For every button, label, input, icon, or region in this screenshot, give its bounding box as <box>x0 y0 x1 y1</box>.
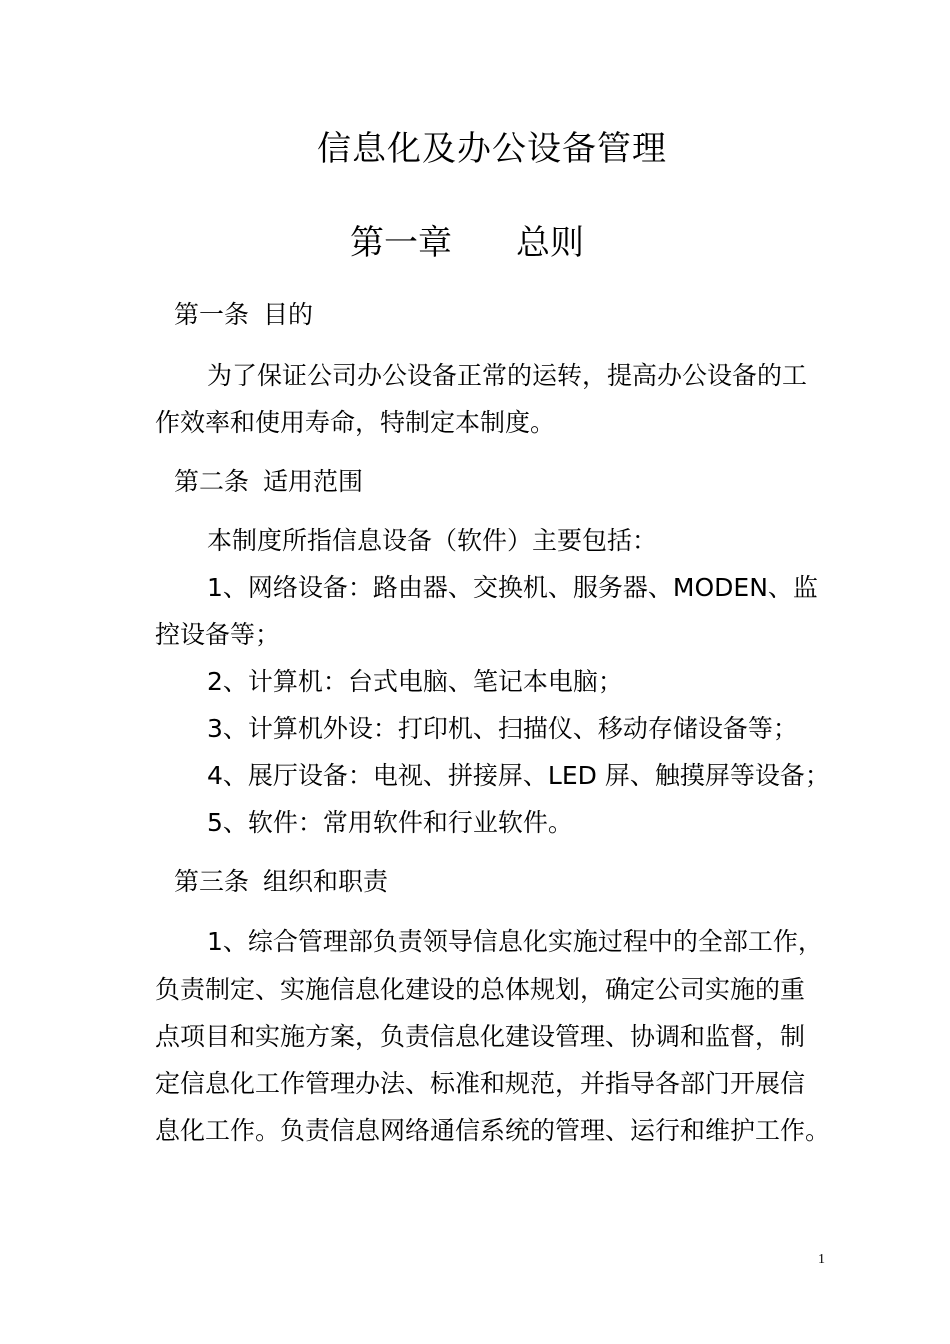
article-title: 组织和职责 <box>263 867 389 896</box>
list-item: 1、网络设备：路由器、交换机、服务器、MODEN、监 <box>207 573 818 602</box>
article-heading <box>174 458 363 506</box>
paragraph-line: 作效率和使用寿命，特制定本制度。 <box>155 408 556 437</box>
chapter-heading <box>350 218 584 268</box>
chapter-name: 总则 <box>516 223 584 263</box>
article-title: 目的 <box>263 300 314 329</box>
list-item: 5、软件：常用软件和行业软件。 <box>207 808 573 837</box>
list-item: 3、计算机外设：打印机、扫描仪、移动存储设备等； <box>207 714 798 743</box>
article-number: 第三条 <box>174 867 250 896</box>
article-number: 第二条 <box>174 467 250 496</box>
paragraph-line: 为了保证公司办公设备正常的运转，提高办公设备的工 <box>207 361 808 390</box>
paragraph-line: 本制度所指信息设备（软件）主要包括： <box>207 526 658 555</box>
document-title: 信息化及办公设备管理 <box>317 129 667 169</box>
article-number: 第一条 <box>174 300 250 329</box>
chapter-number: 第一章 <box>350 223 452 263</box>
list-item: 4、展厅设备：电视、拼接屏、LED 屏、触摸屏等设备； <box>207 761 830 790</box>
paragraph-line: 定信息化工作管理办法、标准和规范，并指导各部门开展信 <box>155 1069 806 1098</box>
paragraph-line: 点项目和实施方案，负责信息化建设管理、协调和监督，制 <box>155 1022 806 1051</box>
paragraph-line: 息化工作。负责信息网络通信系统的管理、运行和维护工作。 <box>155 1116 831 1145</box>
article-title: 适用范围 <box>263 467 364 496</box>
paragraph-line: 1、综合管理部负责领导信息化实施过程中的全部工作， <box>207 927 823 956</box>
list-item: 2、计算机：台式电脑、笔记本电脑； <box>207 667 623 696</box>
article-heading <box>174 291 313 339</box>
page-number: 1 <box>818 1252 825 1267</box>
paragraph-line: 负责制定、实施信息化建设的总体规划，确定公司实施的重 <box>155 975 806 1004</box>
article-heading <box>174 858 388 906</box>
list-item-continuation: 控设备等； <box>155 620 281 649</box>
